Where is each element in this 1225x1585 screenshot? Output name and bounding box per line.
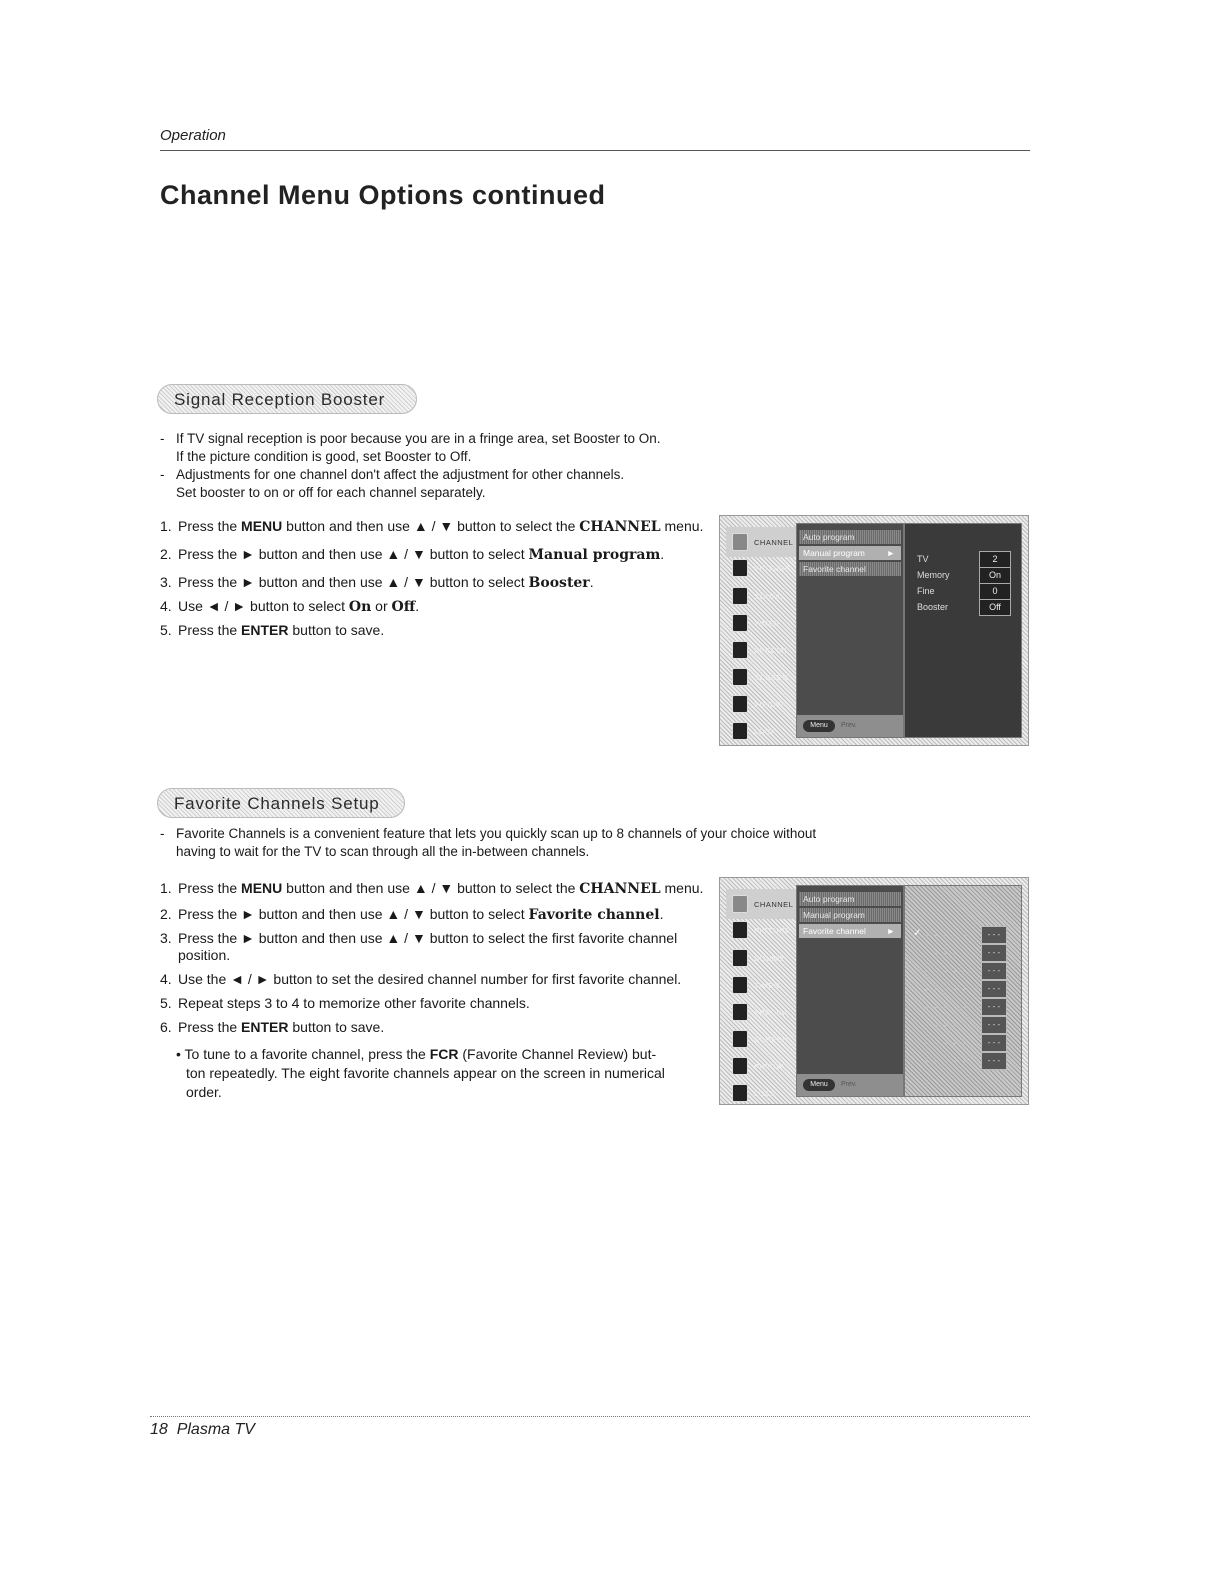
favorite-heading: Favorite Channels Setup bbox=[157, 788, 405, 818]
fav-row-2: - - - - - - - - bbox=[921, 944, 1007, 962]
sound-icon bbox=[732, 587, 748, 605]
fav-row-3: - - - - - - - - bbox=[921, 962, 1007, 980]
osd-item-auto-program: Auto program bbox=[799, 530, 901, 544]
page-footer bbox=[150, 1421, 255, 1439]
fav-row-4: - - - - - - - - bbox=[921, 980, 1007, 998]
special-icon bbox=[732, 1003, 748, 1021]
prev-label: Prev. bbox=[841, 1081, 857, 1088]
osd2-item-auto-program: Auto program bbox=[799, 892, 901, 906]
osd-side-timer: TIMER bbox=[726, 608, 796, 638]
booster-step-2: 2. Press the ► button and then use ▲ / ▼ button to select Manual program. bbox=[160, 546, 665, 563]
osd2-side-lock: LOCK bbox=[726, 1078, 796, 1108]
booster-notes bbox=[160, 430, 760, 502]
osd2-item-favorite-channel: Favorite channel ► bbox=[799, 924, 901, 938]
favorite-step-3: 3. Press the ► button and then use ▲ / ▼ button to select the first favorite channel bbox=[160, 930, 678, 946]
fav-row-6: - - - - - - - - bbox=[921, 1016, 1007, 1034]
timer-icon bbox=[732, 976, 748, 994]
osd2-side-timer: TIMER bbox=[726, 970, 796, 1000]
osd-side-lock: LOCK bbox=[726, 716, 796, 746]
lock-icon bbox=[732, 1084, 748, 1102]
fav-row-8: - - - - - - - - bbox=[921, 1052, 1007, 1070]
pip-icon bbox=[732, 695, 748, 713]
favorite-step-6: 6. Press the ENTER button to save. bbox=[160, 1019, 385, 1035]
osd-channel-list bbox=[796, 523, 904, 738]
osd2-item-manual-program: Manual program bbox=[799, 908, 901, 922]
footer-divider bbox=[150, 1416, 1030, 1417]
favorite-tip: • To tune to a favorite channel, press the FCR (Favorite Channel Review) but- ton repeatedly. The eight favorite channels appear on the screen in numerical order. bbox=[176, 1046, 665, 1100]
arrow-right-icon: ► bbox=[886, 548, 895, 558]
favorite-step-1: 1. Press the MENU button and then use ▲ / ▼ button to select the CHANNEL menu. bbox=[160, 880, 704, 897]
special-icon bbox=[732, 641, 748, 659]
product-name: Plasma TV bbox=[176, 1421, 255, 1438]
note-1: - If TV signal reception is poor because you are in a fringe area, set Booster to On. If the picture condition is good, set Booster to Off. bbox=[160, 431, 661, 464]
picture-icon bbox=[732, 921, 748, 939]
osd-side-sound: SOUND bbox=[726, 581, 796, 611]
lock-icon bbox=[732, 722, 748, 740]
arrow-right-icon: ► bbox=[886, 926, 895, 936]
menu-key: Menu bbox=[803, 1079, 835, 1091]
osd-favorite-sub bbox=[904, 885, 1022, 1097]
note-2: - Adjustments for one channel don't affect the adjustment for other channels. Set booster to on or off for each channel separately. bbox=[160, 467, 625, 500]
sub-row-fine: Fine 0 bbox=[917, 583, 1011, 599]
booster-step-5: 5. Press the ENTER button to save. bbox=[160, 622, 385, 638]
picture-icon bbox=[732, 559, 748, 577]
screen-icon bbox=[732, 668, 748, 686]
osd-item-manual-program: Manual program ► bbox=[799, 546, 901, 560]
sub-row-tv: TV 2 bbox=[917, 551, 1011, 567]
osd2-side-sound: SOUND bbox=[726, 943, 796, 973]
page-title: Channel Menu Options continued bbox=[160, 180, 606, 210]
pip-icon bbox=[732, 1057, 748, 1075]
osd-side-picture: PICTURE bbox=[726, 553, 796, 583]
check-icon: ✓ bbox=[913, 928, 922, 939]
sub-row-memory: Memory On bbox=[917, 567, 1011, 583]
favorite-step-4: 4. Use the ◄ / ► button to set the desired channel number for first favorite channel. bbox=[160, 971, 682, 987]
osd2-side-channel: CHANNEL bbox=[726, 889, 796, 919]
osd-side-special: SPECIAL bbox=[726, 635, 796, 665]
osd-side-pipdw: PIP/DW bbox=[726, 689, 796, 719]
channel-icon bbox=[732, 895, 748, 913]
osd-sidebar bbox=[726, 523, 796, 738]
osd2-side-pipdw: PIP/DW bbox=[726, 1051, 796, 1081]
sub-row-booster: Booster Off bbox=[917, 599, 1011, 615]
screen-icon bbox=[732, 1030, 748, 1048]
fav-row-1: ✓ - - - - - - - - bbox=[921, 926, 1007, 944]
osd-footer bbox=[797, 715, 903, 737]
osd-item-favorite-channel: Favorite channel bbox=[799, 562, 901, 576]
osd2-side-screen: SCREEN bbox=[726, 1024, 796, 1054]
favorite-step-5: 5. Repeat steps 3 to 4 to memorize other favorite channels. bbox=[160, 995, 530, 1011]
osd-manual-program bbox=[719, 515, 1029, 746]
channel-icon bbox=[732, 533, 748, 551]
fav-row-7: - - - - - - - - bbox=[921, 1034, 1007, 1052]
favorite-note: - Favorite Channels is a convenient feature that lets you quickly scan up to 8 channels of your choice without having to wait for the TV to scan through all the in-between channels. bbox=[160, 826, 817, 859]
booster-heading: Signal Reception Booster bbox=[157, 384, 417, 414]
header-divider bbox=[160, 150, 1030, 151]
osd2-side-picture: PICTURE bbox=[726, 915, 796, 945]
osd2-side-special: SPECIAL bbox=[726, 997, 796, 1027]
osd-side-screen: SCREEN bbox=[726, 662, 796, 692]
timer-icon bbox=[732, 614, 748, 632]
osd2-footer bbox=[797, 1074, 903, 1096]
favorite-step-3-cont: position. bbox=[178, 947, 231, 963]
menu-key: Menu bbox=[803, 720, 835, 732]
prev-label: Prev. bbox=[841, 722, 857, 729]
osd-sidebar-2 bbox=[726, 885, 796, 1097]
section-label: Operation bbox=[160, 127, 226, 144]
booster-step-3: 3. Press the ► button and then use ▲ / ▼ button to select Booster. bbox=[160, 574, 594, 591]
page-number: 18 bbox=[150, 1421, 168, 1438]
fav-row-5: - - - - - - - - bbox=[921, 998, 1007, 1016]
booster-step-1: 1. Press the MENU button and then use ▲ / ▼ button to select the CHANNEL menu. bbox=[160, 518, 704, 535]
osd-side-channel: CHANNEL bbox=[726, 527, 796, 557]
osd2-channel-list bbox=[796, 885, 904, 1097]
osd-favorite-channel bbox=[719, 877, 1029, 1105]
booster-step-4: 4. Use ◄ / ► button to select On or Off. bbox=[160, 598, 420, 615]
osd-manual-sub bbox=[904, 523, 1022, 738]
sound-icon bbox=[732, 949, 748, 967]
favorite-step-2: 2. Press the ► button and then use ▲ / ▼ button to select Favorite channel. bbox=[160, 906, 664, 923]
